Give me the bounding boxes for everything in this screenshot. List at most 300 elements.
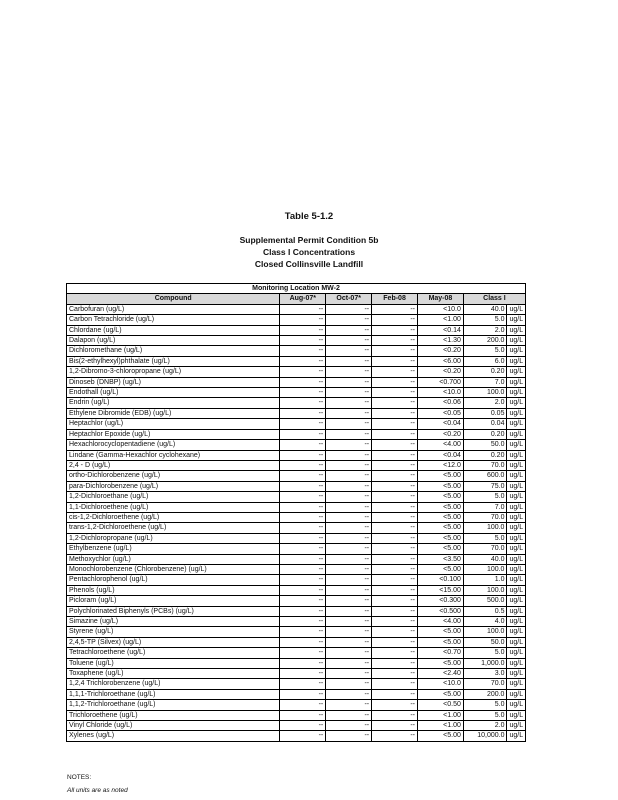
feb-08-cell: --: [372, 627, 418, 637]
compound-cell: Heptachlor (ug/L): [67, 419, 280, 429]
table-row: [67, 325, 526, 335]
table-row: [67, 637, 526, 647]
compound-cell: Hexachlorocyclopentadiene (ug/L): [67, 440, 280, 450]
table-row: [67, 315, 526, 325]
oct-07-cell: --: [326, 315, 372, 325]
compound-cell: Methoxychlor (ug/L): [67, 554, 280, 564]
feb-08-cell: --: [372, 700, 418, 710]
may-08-cell: <4.00: [418, 617, 464, 627]
unit-cell: ug/L: [507, 336, 526, 346]
feb-08-cell: --: [372, 429, 418, 439]
compound-cell: Bis(2-ethylhexyl)phthalate (ug/L): [67, 356, 280, 366]
compound-cell: 1,2-Dichloroethane (ug/L): [67, 492, 280, 502]
may-08-cell: <1.00: [418, 721, 464, 731]
aug-07-cell: --: [280, 450, 326, 460]
class-i-cell: 50.0: [463, 637, 507, 647]
unit-cell: ug/L: [507, 398, 526, 408]
unit-cell: ug/L: [507, 554, 526, 564]
may-08-cell: <0.100: [418, 575, 464, 585]
aug-07-cell: --: [280, 315, 326, 325]
table-row: [67, 606, 526, 616]
unit-cell: ug/L: [507, 585, 526, 595]
feb-08-cell: --: [372, 512, 418, 522]
oct-07-cell: --: [326, 377, 372, 387]
may-08-cell: <12.0: [418, 460, 464, 470]
table-title: [0, 211, 618, 222]
may-08-cell: <6.00: [418, 356, 464, 366]
unit-cell: ug/L: [507, 627, 526, 637]
compound-cell: 1,1-Dichloroethene (ug/L): [67, 502, 280, 512]
feb-08-cell: --: [372, 460, 418, 470]
unit-cell: ug/L: [507, 408, 526, 418]
oct-07-cell: --: [326, 325, 372, 335]
compound-cell: 1,2-Dibromo-3-chloropropane (ug/L): [67, 367, 280, 377]
class-i-cell: 100.0: [463, 627, 507, 637]
unit-cell: ug/L: [507, 523, 526, 533]
oct-07-cell: --: [326, 471, 372, 481]
feb-08-cell: --: [372, 658, 418, 668]
oct-07-cell: --: [326, 679, 372, 689]
class-i-cell: 2.0: [463, 325, 507, 335]
oct-07-cell: --: [326, 544, 372, 554]
unit-cell: ug/L: [507, 679, 526, 689]
aug-07-cell: --: [280, 533, 326, 543]
table-row: [67, 689, 526, 699]
table-row: [67, 512, 526, 522]
unit-cell: ug/L: [507, 325, 526, 335]
table-row: [67, 523, 526, 533]
class-i-cell: 0.20: [463, 450, 507, 460]
oct-07-cell: --: [326, 721, 372, 731]
unit-cell: ug/L: [507, 689, 526, 699]
compound-cell: 1,2,4 Trichlorobenzene (ug/L): [67, 679, 280, 689]
oct-07-cell: --: [326, 731, 372, 741]
table-row: [67, 596, 526, 606]
table-row: [67, 564, 526, 574]
feb-08-cell: --: [372, 731, 418, 741]
compound-cell: Simazine (ug/L): [67, 617, 280, 627]
unit-cell: ug/L: [507, 419, 526, 429]
class-i-cell: 70.0: [463, 512, 507, 522]
aug-07-cell: --: [280, 481, 326, 491]
class-i-cell: 7.0: [463, 377, 507, 387]
compound-cell: Dinoseb (DNBP) (ug/L): [67, 377, 280, 387]
oct-07-cell: --: [326, 648, 372, 658]
compound-cell: Heptachlor Epoxide (ug/L): [67, 429, 280, 439]
compound-cell: Endrin (ug/L): [67, 398, 280, 408]
table-title-text: Table 5-1.2: [284, 211, 334, 222]
oct-07-cell: --: [326, 658, 372, 668]
table-row: [67, 731, 526, 741]
aug-07-cell: --: [280, 502, 326, 512]
may-08-cell: <5.00: [418, 533, 464, 543]
feb-08-cell: --: [372, 596, 418, 606]
oct-07-cell: --: [326, 637, 372, 647]
table-row: [67, 554, 526, 564]
may-08-cell: <5.00: [418, 544, 464, 554]
oct-07-cell: --: [326, 304, 372, 314]
unit-cell: ug/L: [507, 315, 526, 325]
feb-08-cell: --: [372, 564, 418, 574]
compound-cell: Chlordane (ug/L): [67, 325, 280, 335]
class-i-cell: 50.0: [463, 440, 507, 450]
aug-07-cell: --: [280, 564, 326, 574]
unit-cell: ug/L: [507, 429, 526, 439]
class-i-cell: 5.0: [463, 700, 507, 710]
aug-07-cell: --: [280, 523, 326, 533]
compound-cell: Toxaphene (ug/L): [67, 669, 280, 679]
table-row: [67, 377, 526, 387]
class-i-cell: 1,000.0: [463, 658, 507, 668]
may-08-cell: <5.00: [418, 689, 464, 699]
oct-07-cell: --: [326, 356, 372, 366]
compound-cell: Polychlorinated Biphenyls (PCBs) (ug/L): [67, 606, 280, 616]
aug-07-cell: --: [280, 637, 326, 647]
class-i-cell: 100.0: [463, 523, 507, 533]
table-row: [67, 304, 526, 314]
compound-cell: Ethylbenzene (ug/L): [67, 544, 280, 554]
feb-08-cell: --: [372, 346, 418, 356]
unit-cell: ug/L: [507, 731, 526, 741]
aug-07-cell: --: [280, 710, 326, 720]
may-08-cell: <0.50: [418, 700, 464, 710]
may-08-cell: <5.00: [418, 502, 464, 512]
may-08-cell: <1.30: [418, 336, 464, 346]
aug-07-cell: --: [280, 627, 326, 637]
class-i-cell: 10,000.0: [463, 731, 507, 741]
compound-cell: Lindane (Gamma-Hexachlor cyclohexane): [67, 450, 280, 460]
unit-cell: ug/L: [507, 596, 526, 606]
aug-07-cell: --: [280, 429, 326, 439]
oct-07-cell: --: [326, 408, 372, 418]
aug-07-cell: --: [280, 419, 326, 429]
compound-cell: Dalapon (ug/L): [67, 336, 280, 346]
class-i-cell: 70.0: [463, 679, 507, 689]
feb-08-cell: --: [372, 544, 418, 554]
unit-cell: ug/L: [507, 481, 526, 491]
unit-cell: ug/L: [507, 471, 526, 481]
feb-08-cell: --: [372, 533, 418, 543]
compound-cell: Tetrachloroethene (ug/L): [67, 648, 280, 658]
unit-cell: ug/L: [507, 367, 526, 377]
may-08-cell: <1.00: [418, 315, 464, 325]
feb-08-cell: --: [372, 710, 418, 720]
feb-08-cell: --: [372, 648, 418, 658]
table-row: [67, 346, 526, 356]
oct-07-cell: --: [326, 481, 372, 491]
unit-cell: ug/L: [507, 658, 526, 668]
feb-08-cell: --: [372, 689, 418, 699]
feb-08-cell: --: [372, 388, 418, 398]
table-row: [67, 648, 526, 658]
table-row: [67, 367, 526, 377]
may-08-cell: <5.00: [418, 637, 464, 647]
aug-07-cell: --: [280, 356, 326, 366]
feb-08-cell: --: [372, 356, 418, 366]
class-i-cell: 4.0: [463, 617, 507, 627]
oct-07-cell: --: [326, 689, 372, 699]
table-row: [67, 356, 526, 366]
may-08-cell: <5.00: [418, 658, 464, 668]
feb-08-cell: --: [372, 336, 418, 346]
oct-07-cell: --: [326, 575, 372, 585]
class-i-cell: 5.0: [463, 315, 507, 325]
may-08-cell: <0.14: [418, 325, 464, 335]
may-08-cell: <5.00: [418, 564, 464, 574]
concentrations-table: [66, 283, 526, 742]
table-row: [67, 627, 526, 637]
aug-07-cell: --: [280, 606, 326, 616]
compound-cell: 2,4,5-TP (Silvex) (ug/L): [67, 637, 280, 647]
class-i-cell: 70.0: [463, 460, 507, 470]
notes-text: All units are as noted: [67, 787, 128, 794]
oct-07-cell: --: [326, 512, 372, 522]
oct-07-cell: --: [326, 710, 372, 720]
may-08-cell: <4.00: [418, 440, 464, 450]
table-row: [67, 710, 526, 720]
feb-08-cell: --: [372, 523, 418, 533]
unit-cell: ug/L: [507, 460, 526, 470]
table-row: [67, 450, 526, 460]
compound-cell: Ethylene Dibromide (EDB) (ug/L): [67, 408, 280, 418]
oct-07-cell: --: [326, 450, 372, 460]
table-row: [67, 502, 526, 512]
class-i-cell: 200.0: [463, 336, 507, 346]
subtitle-site-text: Closed Collinsville Landfill: [254, 259, 364, 269]
table-row: [67, 658, 526, 668]
subtitle-class: [0, 247, 618, 258]
oct-07-cell: --: [326, 367, 372, 377]
feb-08-cell: --: [372, 606, 418, 616]
aug-07-cell: --: [280, 617, 326, 627]
class-i-cell: 1.0: [463, 575, 507, 585]
feb-08-cell: --: [372, 450, 418, 460]
unit-cell: ug/L: [507, 637, 526, 647]
may-08-cell: <5.00: [418, 523, 464, 533]
feb-08-cell: --: [372, 471, 418, 481]
compound-cell: Vinyl Chloride (ug/L): [67, 721, 280, 731]
aug-07-cell: --: [280, 336, 326, 346]
may-08-cell: <0.20: [418, 429, 464, 439]
compound-cell: Carbon Tetrachloride (ug/L): [67, 315, 280, 325]
aug-07-cell: --: [280, 700, 326, 710]
compound-cell: ortho-Dichlorobenzene (ug/L): [67, 471, 280, 481]
table-row: [67, 440, 526, 450]
class-i-cell: 70.0: [463, 544, 507, 554]
feb-08-cell: --: [372, 637, 418, 647]
oct-07-cell: --: [326, 617, 372, 627]
may-08-cell: <0.700: [418, 377, 464, 387]
class-i-cell: 100.0: [463, 564, 507, 574]
may-08-cell: <0.06: [418, 398, 464, 408]
may-08-cell: <10.0: [418, 304, 464, 314]
aug-07-cell: --: [280, 585, 326, 595]
unit-cell: ug/L: [507, 606, 526, 616]
feb-08-cell: --: [372, 721, 418, 731]
may-08-cell: <2.40: [418, 669, 464, 679]
class-i-cell: 5.0: [463, 648, 507, 658]
aug-07-cell: --: [280, 721, 326, 731]
oct-07-cell: --: [326, 564, 372, 574]
may-08-cell: <5.00: [418, 627, 464, 637]
compound-cell: Toluene (ug/L): [67, 658, 280, 668]
table-row: [67, 700, 526, 710]
feb-08-cell: --: [372, 554, 418, 564]
subtitle-permit-condition-text: Supplemental Permit Condition 5b: [239, 235, 379, 245]
class-i-cell: 2.0: [463, 721, 507, 731]
location-header-row: [67, 284, 526, 294]
may-08-cell: <3.50: [418, 554, 464, 564]
table-row: [67, 679, 526, 689]
table-row: [67, 585, 526, 595]
unit-cell: ug/L: [507, 710, 526, 720]
may-08-cell: <10.0: [418, 679, 464, 689]
may-08-cell: <0.70: [418, 648, 464, 658]
oct-07-cell: --: [326, 627, 372, 637]
compound-cell: 2,4 - D (ug/L): [67, 460, 280, 470]
class-i-cell: 3.0: [463, 669, 507, 679]
class-i-cell: 600.0: [463, 471, 507, 481]
compound-cell: Xylenes (ug/L): [67, 731, 280, 741]
feb-08-cell: --: [372, 398, 418, 408]
unit-cell: ug/L: [507, 721, 526, 731]
oct-07-cell: --: [326, 502, 372, 512]
unit-cell: ug/L: [507, 512, 526, 522]
table-row: [67, 481, 526, 491]
table-row: [67, 429, 526, 439]
aug-07-cell: --: [280, 679, 326, 689]
column-header-row: [67, 294, 526, 304]
table-body: [67, 304, 526, 741]
oct-07-cell: --: [326, 440, 372, 450]
feb-08-cell: --: [372, 492, 418, 502]
table-row: [67, 419, 526, 429]
subtitle-class-text: Class I Concentrations: [262, 247, 356, 257]
feb-08-cell: --: [372, 440, 418, 450]
may-08-cell: <0.500: [418, 606, 464, 616]
aug-07-cell: --: [280, 440, 326, 450]
may-08-cell: <5.00: [418, 471, 464, 481]
oct-07-cell: --: [326, 700, 372, 710]
compound-cell: Dichloromethane (ug/L): [67, 346, 280, 356]
may-08-cell: <0.20: [418, 346, 464, 356]
unit-cell: ug/L: [507, 575, 526, 585]
may-08-cell: <5.00: [418, 512, 464, 522]
column-header-class-i: Class I: [463, 294, 525, 304]
unit-cell: ug/L: [507, 648, 526, 658]
aug-07-cell: --: [280, 731, 326, 741]
unit-cell: ug/L: [507, 304, 526, 314]
table-row: [67, 575, 526, 585]
feb-08-cell: --: [372, 408, 418, 418]
table-row: [67, 544, 526, 554]
aug-07-cell: --: [280, 398, 326, 408]
table-row: [67, 398, 526, 408]
feb-08-cell: --: [372, 304, 418, 314]
feb-08-cell: --: [372, 617, 418, 627]
aug-07-cell: --: [280, 460, 326, 470]
class-i-cell: 100.0: [463, 388, 507, 398]
compound-cell: Picloram (ug/L): [67, 596, 280, 606]
feb-08-cell: --: [372, 679, 418, 689]
class-i-cell: 40.0: [463, 304, 507, 314]
subtitle-permit-condition: [0, 235, 618, 246]
compound-cell: Carbofuran (ug/L): [67, 304, 280, 314]
may-08-cell: <10.0: [418, 388, 464, 398]
aug-07-cell: --: [280, 669, 326, 679]
column-header-compound: Compound: [67, 294, 280, 304]
feb-08-cell: --: [372, 575, 418, 585]
compound-cell: Styrene (ug/L): [67, 627, 280, 637]
feb-08-cell: --: [372, 502, 418, 512]
unit-cell: ug/L: [507, 388, 526, 398]
column-header-aug-07: Aug-07*: [280, 294, 326, 304]
table-row: [67, 460, 526, 470]
aug-07-cell: --: [280, 596, 326, 606]
class-i-cell: 7.0: [463, 502, 507, 512]
class-i-cell: 500.0: [463, 596, 507, 606]
unit-cell: ug/L: [507, 700, 526, 710]
aug-07-cell: --: [280, 304, 326, 314]
oct-07-cell: --: [326, 596, 372, 606]
aug-07-cell: --: [280, 408, 326, 418]
may-08-cell: <0.20: [418, 367, 464, 377]
class-i-cell: 0.04: [463, 419, 507, 429]
compound-cell: Monochlorobenzene (Chlorobenzene) (ug/L): [67, 564, 280, 574]
aug-07-cell: --: [280, 648, 326, 658]
table-row: [67, 669, 526, 679]
class-i-cell: 0.05: [463, 408, 507, 418]
table-row: [67, 471, 526, 481]
oct-07-cell: --: [326, 585, 372, 595]
unit-cell: ug/L: [507, 377, 526, 387]
may-08-cell: <0.04: [418, 450, 464, 460]
aug-07-cell: --: [280, 492, 326, 502]
unit-cell: ug/L: [507, 564, 526, 574]
table-row: [67, 408, 526, 418]
class-i-cell: 40.0: [463, 554, 507, 564]
compound-cell: trans-1,2-Dichloroethene (ug/L): [67, 523, 280, 533]
table-row: [67, 388, 526, 398]
feb-08-cell: --: [372, 367, 418, 377]
oct-07-cell: --: [326, 492, 372, 502]
class-i-cell: 6.0: [463, 356, 507, 366]
feb-08-cell: --: [372, 377, 418, 387]
may-08-cell: <5.00: [418, 731, 464, 741]
class-i-cell: 2.0: [463, 398, 507, 408]
class-i-cell: 75.0: [463, 481, 507, 491]
aug-07-cell: --: [280, 367, 326, 377]
compound-cell: para-Dichlorobenzene (ug/L): [67, 481, 280, 491]
class-i-cell: 5.0: [463, 710, 507, 720]
unit-cell: ug/L: [507, 617, 526, 627]
aug-07-cell: --: [280, 544, 326, 554]
unit-cell: ug/L: [507, 346, 526, 356]
column-header-may-08: May-08: [418, 294, 464, 304]
oct-07-cell: --: [326, 429, 372, 439]
notes-label: NOTES:: [67, 774, 92, 781]
compound-cell: Phenols (ug/L): [67, 585, 280, 595]
table-row: [67, 336, 526, 346]
column-header-feb-08: Feb-08: [372, 294, 418, 304]
class-i-cell: 0.20: [463, 367, 507, 377]
oct-07-cell: --: [326, 606, 372, 616]
may-08-cell: <0.05: [418, 408, 464, 418]
feb-08-cell: --: [372, 481, 418, 491]
compound-cell: 1,1,1-Trichloroethane (ug/L): [67, 689, 280, 699]
feb-08-cell: --: [372, 669, 418, 679]
aug-07-cell: --: [280, 346, 326, 356]
